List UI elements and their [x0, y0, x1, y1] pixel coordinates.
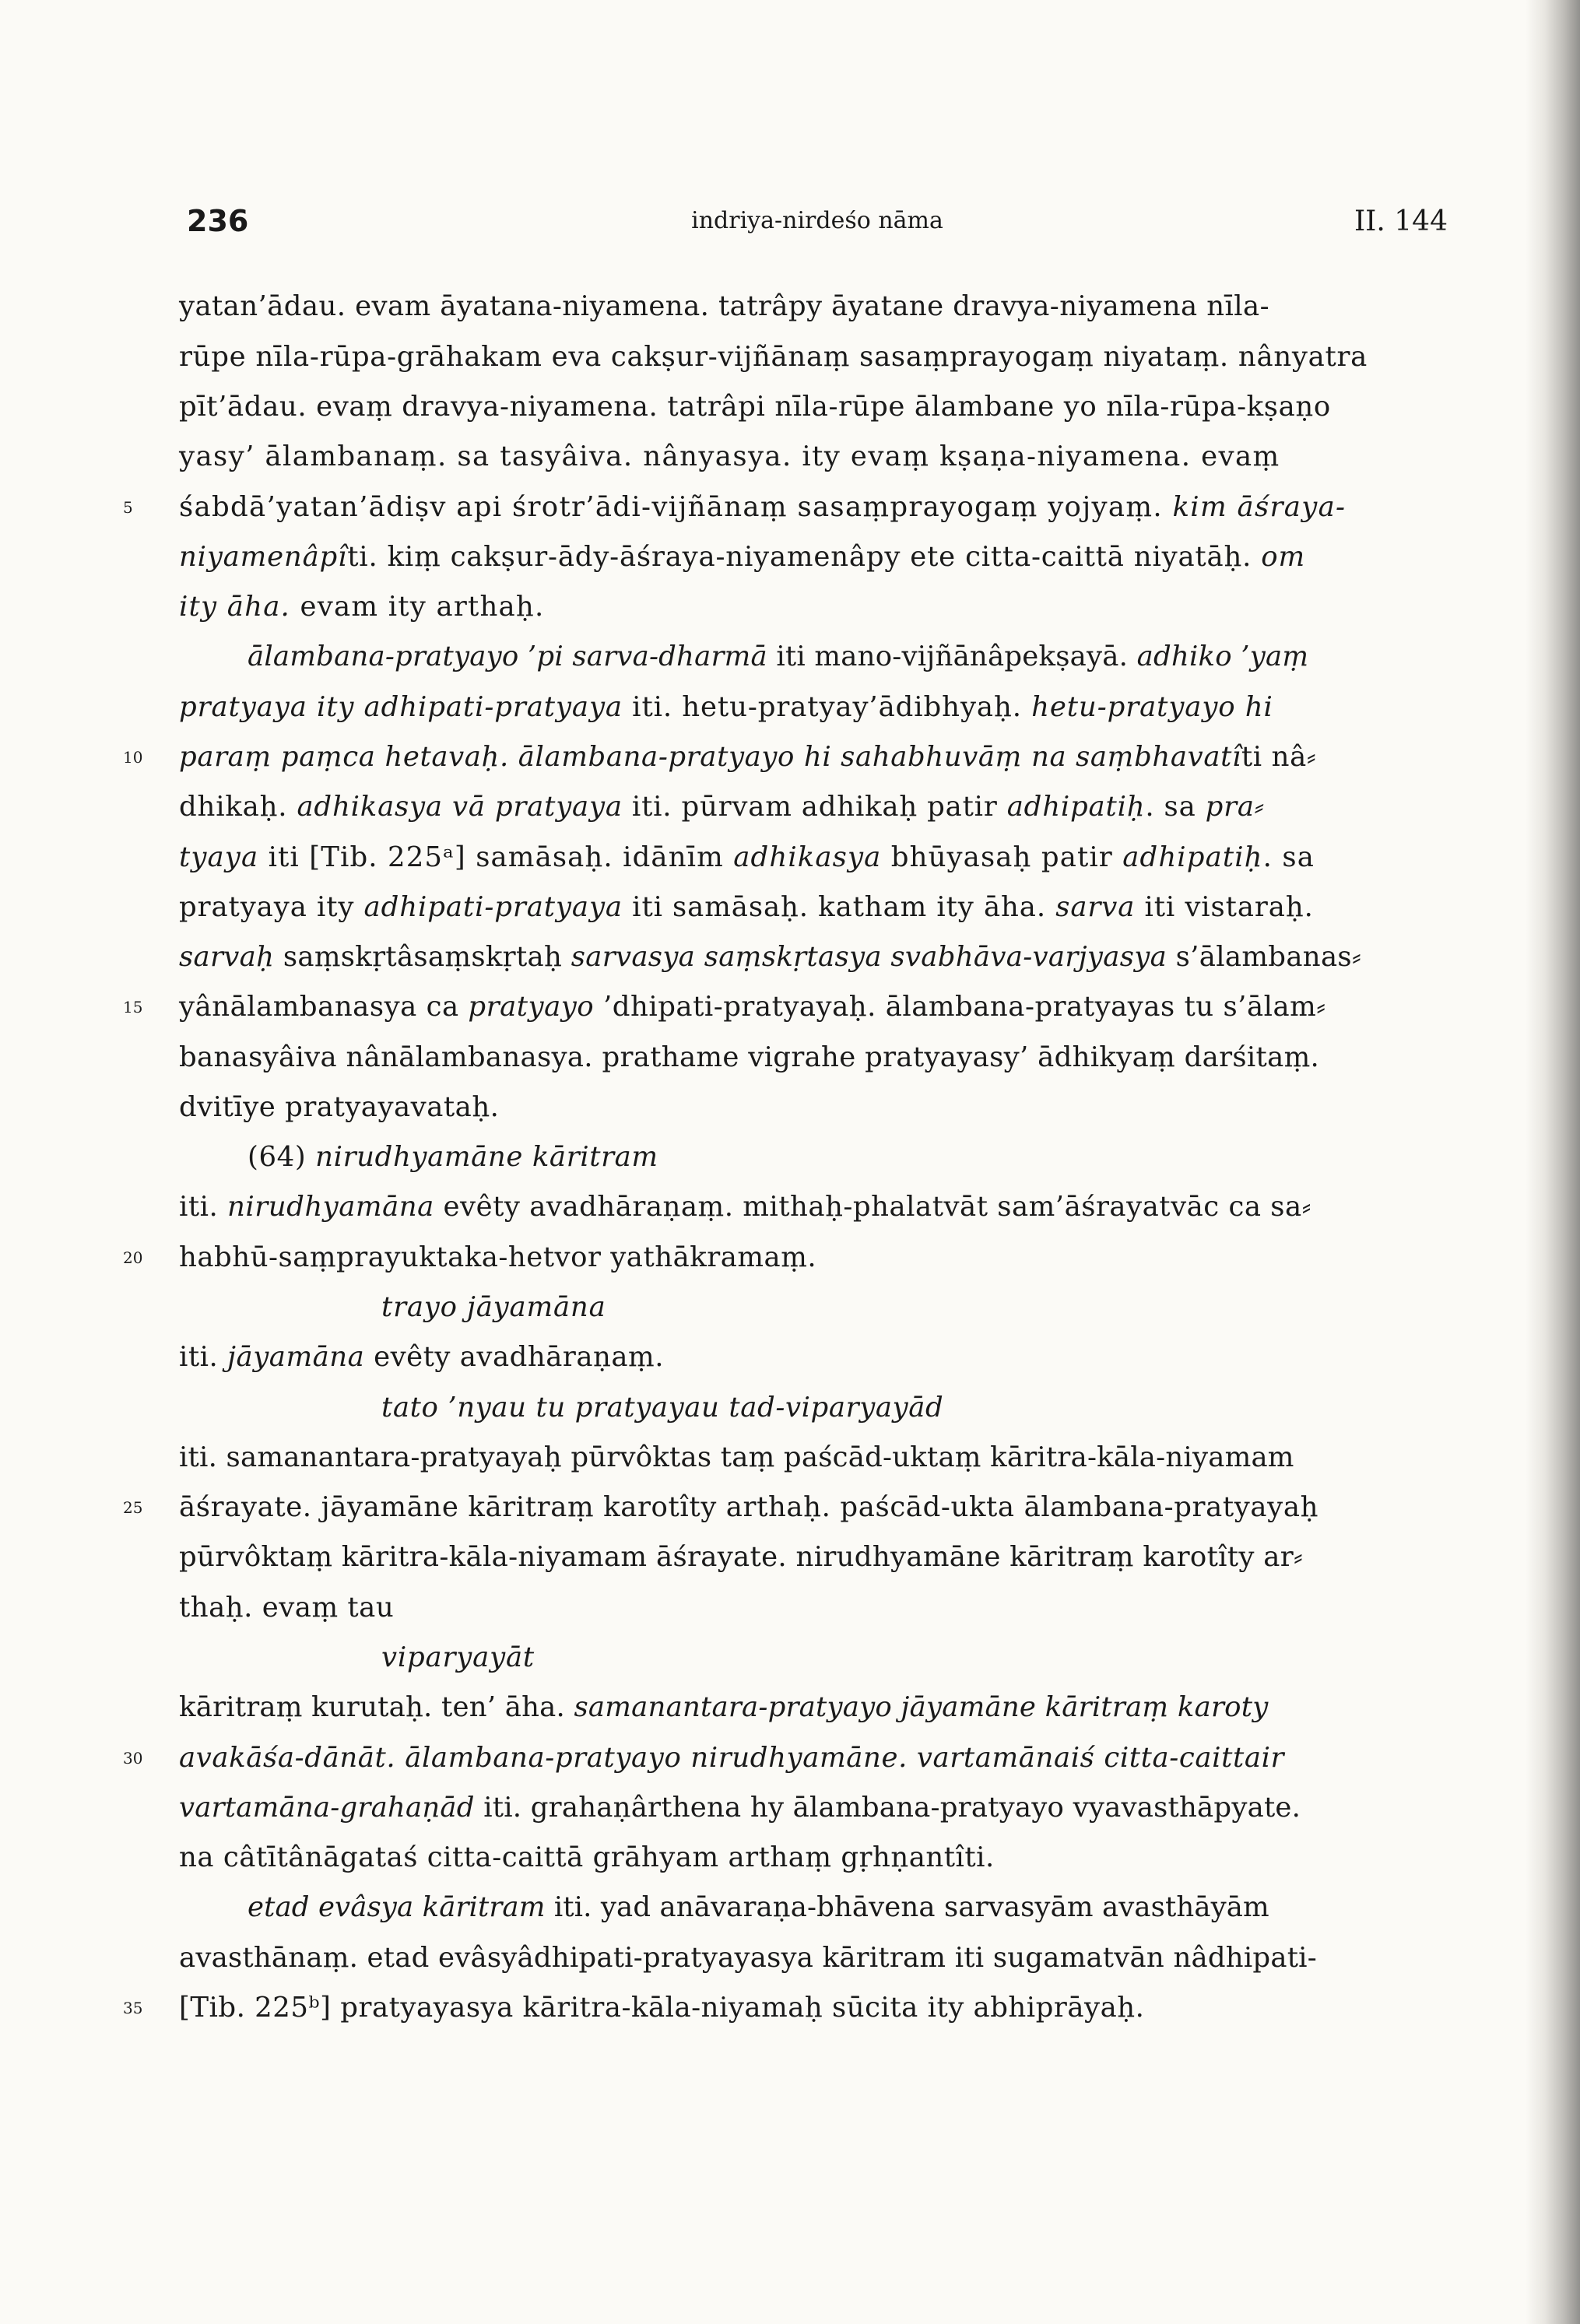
text-line: [179, 1683, 1268, 1732]
text-segment: . sa: [1145, 791, 1206, 823]
text-segment: āśrayate. jāyamāne kāritraṃ karotîty arthaḥ. paścād-ukta ālambana-pratyayaḥ: [179, 1491, 1319, 1523]
text-line: [248, 1133, 658, 1181]
text-line: [179, 883, 1314, 932]
text-segment: rūpe nīla-rūpa-grāhakam eva cakṣur-vijñānaṃ sasaṃprayogaṃ niyataṃ. nânyatra: [179, 341, 1368, 373]
italic-segment: adhikasya vā pratyaya: [297, 791, 623, 823]
text-line: [179, 583, 544, 631]
italic-segment: pratyayo: [468, 991, 595, 1023]
text-segment: thaḥ. evaṃ tau: [179, 1592, 395, 1624]
italic-segment: sarva: [1055, 891, 1136, 923]
text-segment: yânālambanasya ca: [179, 991, 469, 1023]
text-segment: iti.: [179, 1191, 228, 1223]
text-line: [179, 1333, 664, 1381]
italic-segment: kim āśraya-: [1172, 491, 1347, 523]
line-number: 35: [123, 1999, 143, 2017]
line-number: 30: [123, 1749, 143, 1768]
text-segment: iti. samanantara-pratyayaḥ pūrvôktas taṃ paścād-uktaṃ kāritra-kāla-niyamam: [179, 1441, 1294, 1473]
line-number: 25: [123, 1498, 143, 1517]
text-segment: iti [Tib. 225ᵃ] samāsaḥ. idānīm: [258, 841, 734, 873]
text-line: [381, 1634, 535, 1682]
italic-segment: samanantara-pratyayo jāyamāne kāritraṃ karoty: [574, 1691, 1269, 1723]
italic-segment: sarvaḥ: [179, 941, 275, 973]
text-line: [179, 1934, 1317, 1982]
text-line: [381, 1283, 606, 1332]
text-segment: habhū-saṃprayuktaka-hetvor yathākramaṃ.: [179, 1241, 817, 1273]
text-segment: (64): [248, 1141, 316, 1173]
text-segment: yasy’ ālambanaṃ. sa tasyâiva. nânyasya. ity evaṃ kṣaṇa-niyamena. evaṃ: [179, 441, 1280, 472]
text-line: [179, 1183, 1311, 1231]
italic-segment: adhipati-pratyaya: [363, 891, 623, 923]
italic-segment: hetu-pratyayo hi: [1031, 691, 1273, 723]
text-line: [179, 333, 1368, 381]
text-segment: iti samāsaḥ. katham ity āha.: [623, 891, 1056, 923]
text-segment: dvitīye pratyayavataḥ.: [179, 1091, 500, 1123]
line-number: 20: [123, 1248, 143, 1267]
text-segment: avasthānaṃ. etad evâsyâdhipati-pratyayasya kāritram iti sugamatvān nâdhipati-: [179, 1942, 1317, 1974]
line-number: 15: [123, 998, 143, 1016]
italic-segment: adhikasya: [733, 841, 882, 873]
text-segment: na câtītânāgataś citta-caittā grāhyam arthaṃ gṛhṇantîti.: [179, 1841, 995, 1873]
text-line: [179, 1483, 1318, 1532]
text-line: [179, 683, 1273, 732]
text-line: [179, 483, 1346, 532]
text-segment: iti mano-vijñānâpekṣayā.: [767, 641, 1137, 672]
italic-segment: pra⸗: [1205, 791, 1265, 823]
text-segment: evam ity arthaḥ.: [290, 591, 545, 623]
text-line: [179, 1984, 1144, 2032]
text-segment: [Tib. 225ᵇ] pratyayasya kāritra-kāla-niyamaḥ sūcita ity abhiprāyaḥ.: [179, 1992, 1145, 2024]
line-number: 5: [123, 498, 133, 517]
italic-segment: tato ’nyau tu pratyayau tad-viparyayād: [381, 1392, 944, 1424]
italic-segment: om: [1261, 541, 1305, 573]
text-line: [179, 1434, 1294, 1482]
text-segment: śabdā’yatan’ādiṣv api śrotr’ādi-vijñānaṃ sasaṃprayogaṃ yojyaṃ.: [179, 491, 1173, 523]
page-number: 236: [187, 204, 249, 238]
text-segment: bhūyasaḥ patir: [881, 841, 1123, 873]
text-line: [179, 533, 1305, 581]
text-line: [179, 283, 1269, 331]
text-line: [179, 1234, 816, 1282]
italic-segment: ity āha.: [179, 591, 291, 623]
italic-segment: jāyamāna: [227, 1341, 365, 1373]
text-line: [179, 1834, 995, 1882]
text-segment: ti nâ⸗: [1241, 741, 1317, 773]
italic-segment: tyaya: [179, 841, 259, 873]
section-reference: II. 144: [1354, 205, 1448, 237]
text-segment: pratyaya ity: [179, 891, 364, 923]
text-segment: ti. kiṃ cakṣur-ādy-āśraya-niyamenâpy ete citta-caittā niyatāḥ.: [347, 541, 1262, 573]
italic-segment: adhiko ’yaṃ: [1136, 641, 1309, 672]
text-segment: evêty avadhāraṇaṃ.: [364, 1341, 665, 1373]
text-line: [179, 1584, 394, 1632]
text-segment: . sa: [1262, 841, 1315, 873]
text-line: [179, 933, 1361, 981]
text-line: [179, 783, 1265, 831]
italic-segment: adhipatiḥ: [1006, 791, 1146, 823]
text-segment: pīt’ādau. evaṃ dravya-niyamena. tatrâpi nīla-rūpe ālambane yo nīla-rūpa-kṣaṇo: [179, 391, 1331, 423]
text-segment: ’dhipati-pratyayaḥ. ālambana-pratyayas tu s’ālam⸗: [594, 991, 1326, 1023]
text-line: [179, 1533, 1303, 1582]
text-segment: kāritraṃ kurutaḥ. ten’ āha.: [179, 1691, 574, 1723]
text-segment: iti. yad anāvaraṇa-bhāvena sarvasyām avasthāyām: [545, 1891, 1269, 1923]
text-line: [179, 983, 1326, 1031]
text-segment: iti. pūrvam adhikaḥ patir: [622, 791, 1007, 823]
italic-segment: nirudhyamāne kāritram: [315, 1141, 658, 1173]
italic-segment: avakāśa-dānāt. ālambana-pratyayo nirudhyamāne. vartamānaiś citta-caittair: [179, 1742, 1285, 1774]
text-line: [179, 733, 1316, 781]
text-segment: pūrvôktaṃ kāritra-kāla-niyamam āśrayate. nirudhyamāne kāritraṃ karotîty ar⸗: [179, 1541, 1304, 1573]
line-number: 10: [123, 748, 143, 767]
text-segment: iti vistaraḥ.: [1135, 891, 1314, 923]
italic-segment: viparyayāt: [381, 1641, 535, 1673]
text-line: [248, 633, 1308, 681]
text-line: [381, 1384, 943, 1432]
italic-segment: vartamāna-grahaṇād: [179, 1792, 475, 1824]
text-line: [248, 1883, 1269, 1932]
text-line: [179, 1034, 1319, 1082]
text-line: [179, 1734, 1284, 1782]
text-line: [179, 383, 1331, 431]
italic-segment: nirudhyamāna: [227, 1191, 434, 1223]
text-line: [179, 834, 1315, 882]
italic-segment: adhipatiḥ: [1122, 841, 1263, 873]
italic-segment: sarvasya saṃskṛtasya svabhāva-varjyasya: [571, 941, 1167, 973]
text-segment: iti. grahaṇârthena hy ālambana-pratyayo vyavasthāpyate.: [474, 1792, 1301, 1824]
italic-segment: paraṃ paṃca hetavaḥ. ālambana-pratyayo hi sahabhuvāṃ na saṃbhavatî: [179, 741, 1241, 773]
text-segment: dhikaḥ.: [179, 791, 297, 823]
text-line: [179, 433, 1280, 481]
italic-segment: pratyaya ity adhipati-pratyaya: [179, 691, 623, 723]
text-line: [179, 1784, 1301, 1832]
text-segment: s’ālambanas⸗: [1167, 941, 1362, 973]
italic-segment: etad evâsya kāritram: [248, 1891, 546, 1923]
text-segment: saṃskṛtâsaṃskṛtaḥ: [274, 941, 571, 973]
text-segment: yatan’ādau. evam āyatana-niyamena. tatrâpy āyatane dravya-niyamena nīla-: [179, 290, 1269, 322]
italic-segment: trayo jāyamāna: [381, 1291, 606, 1323]
text-segment: evêty avadhāraṇaṃ. mithaḥ-phalatvāt sam’āśrayatvāc ca sa⸗: [434, 1191, 1311, 1223]
running-title: indriya-nirdeśo nāma: [691, 207, 943, 234]
italic-segment: niyamenâpî: [179, 541, 348, 573]
italic-segment: ālambana-pratyayo ’pi sarva-dharmā: [248, 641, 767, 672]
text-segment: iti.: [179, 1341, 228, 1373]
text-line: [179, 1083, 499, 1132]
text-segment: iti. hetu-pratyay’ādibhyaḥ.: [623, 691, 1032, 723]
text-segment: banasyâiva nânālambanasya. prathame vigrahe pratyayasy’ ādhikyaṃ darśitaṃ.: [179, 1041, 1320, 1073]
